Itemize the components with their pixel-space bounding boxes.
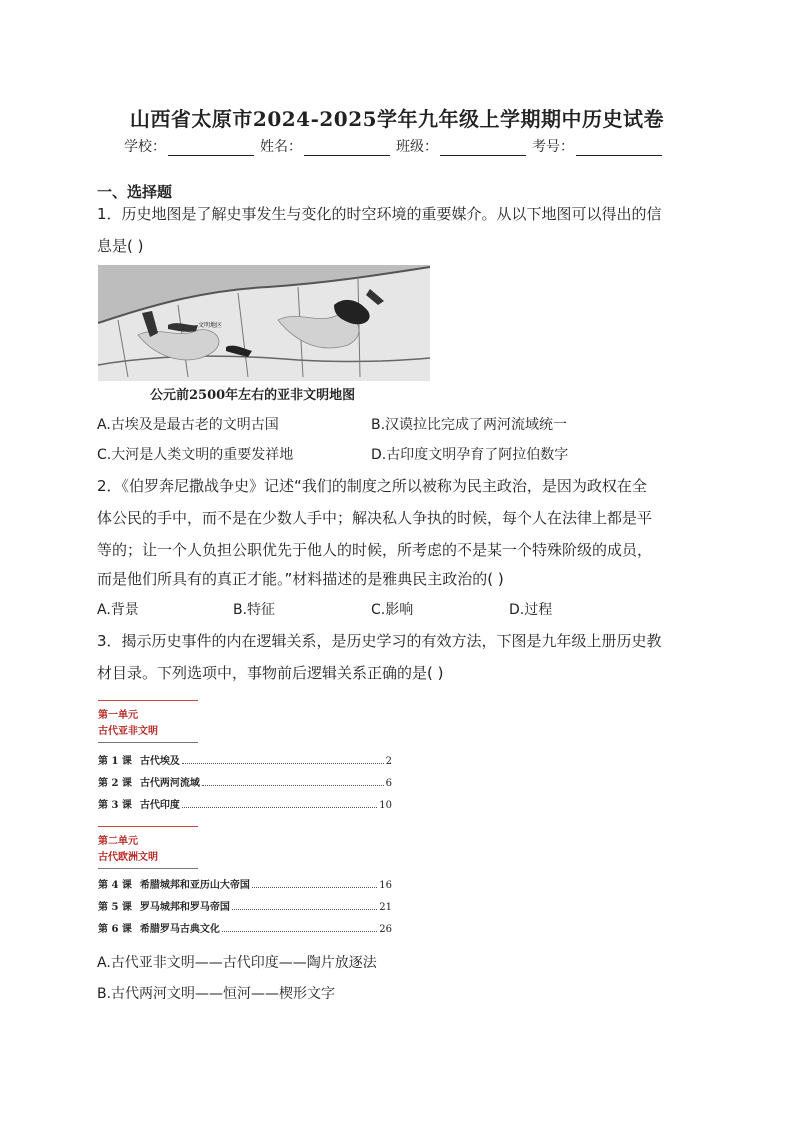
toc-lesson-name: 古代两河流域: [139, 778, 200, 789]
toc-lesson-name: 罗马城邦和罗马帝国: [139, 902, 230, 913]
q2-option-a[interactable]: A.背景: [97, 602, 139, 618]
toc-lesson: [98, 752, 392, 767]
toc-lesson-number: 第 5 课: [98, 902, 132, 913]
toc-lesson-number: 第 4 课: [98, 880, 132, 891]
toc-lesson-name: 希腊城邦和亚历山大帝国: [139, 880, 250, 891]
q1-stem-line1: 1．历史地图是了解史事发生与变化的时空环境的重要媒介。从以下地图可以得出的信: [97, 205, 662, 223]
student-info-row: [124, 136, 684, 156]
q1-option-a[interactable]: A.古埃及是最古老的文明古国: [97, 417, 279, 433]
svg-text:文明地区: 文明地区: [198, 322, 223, 329]
toc-lesson-page: 2: [385, 756, 392, 767]
toc-lesson-name: 古代埃及: [139, 756, 180, 767]
toc-lesson-page: 6: [385, 778, 392, 789]
name-label: 姓名：: [260, 139, 302, 155]
q1-option-d[interactable]: D.古印度文明孕育了阿拉伯数字: [371, 447, 569, 463]
exam-number-label: 考号：: [532, 139, 574, 155]
school-label: 学校：: [124, 139, 166, 155]
toc-divider: [98, 700, 198, 701]
q2-option-b[interactable]: B.特征: [233, 602, 276, 618]
toc-unit2-subtitle: 古代欧洲文明: [98, 852, 158, 863]
q3-option-a[interactable]: A.古代亚非文明——古代印度——陶片放逐法: [97, 955, 377, 971]
q2-option-c[interactable]: C.影响: [371, 602, 414, 618]
q1-stem-line2: 息是( ): [97, 237, 144, 255]
q3-stem-line1: 3．揭示历史事件的内在逻辑关系，是历史学习的有效方法，下图是九年级上册历史教: [97, 632, 662, 650]
q3-option-b[interactable]: B.古代两河文明——恒河——楔形文字: [97, 986, 336, 1002]
map-caption: 公元前2500年左右的亚非文明地图: [150, 388, 356, 403]
q2-stem-line1: 2．《伯罗奔尼撒战争史》记述“我们的制度之所以被称为民主政治，是因为政权在全: [97, 477, 647, 495]
section-heading: 一、选择题: [97, 183, 173, 201]
q1-option-c[interactable]: C.大河是人类文明的重要发祥地: [97, 447, 294, 463]
toc-lesson-page: 26: [379, 924, 392, 935]
toc-unit2-title: 第二单元: [98, 836, 138, 847]
q2-stem-line2: 体公民的手中，而不是在少数人手中；解决私人争执的时候，每个人在法律上都是平: [97, 509, 653, 527]
toc-leader-dots: [182, 807, 377, 808]
class-blank[interactable]: [440, 141, 526, 156]
q2-stem-line3: 等的；让一个人负担公职优先于他人的时候，所考虑的不是某一个特殊阶级的成员，: [97, 541, 653, 559]
q3-stem-line2: 材目录。下列选项中，事物前后逻辑关系正确的是( ): [97, 664, 444, 682]
toc-lesson: [98, 876, 392, 891]
toc-divider: [98, 742, 198, 743]
map-graphic: [98, 265, 430, 381]
toc-lesson-number: 第 1 课: [98, 756, 132, 767]
toc-leader-dots: [232, 909, 377, 910]
toc-unit1-title: 第一单元: [98, 710, 138, 721]
q2-option-d[interactable]: D.过程: [509, 602, 553, 618]
q2-stem-line4: 而是他们所具有的真正才能。”材料描述的是雅典民主政治的( ): [97, 570, 504, 588]
toc-lesson-name: 希腊罗马古典文化: [139, 924, 220, 935]
exam-number-blank[interactable]: [576, 141, 662, 156]
school-blank[interactable]: [168, 141, 254, 156]
name-blank[interactable]: [304, 141, 390, 156]
toc-lesson: [98, 796, 392, 811]
toc-lesson-name: 古代印度: [139, 800, 180, 811]
toc-unit1-subtitle: 古代亚非文明: [98, 726, 158, 737]
toc-lesson: [98, 898, 392, 913]
toc-leader-dots: [202, 785, 384, 786]
toc-leader-dots: [182, 763, 384, 764]
toc-lesson-page: 21: [379, 902, 392, 913]
q1-option-b[interactable]: B.汉谟拉比完成了两河流域统一: [371, 417, 568, 433]
toc-lesson: [98, 774, 392, 789]
toc-divider: [98, 868, 198, 869]
map-image: [98, 265, 430, 381]
toc-lesson-number: 第 6 课: [98, 924, 132, 935]
toc-lesson-number: 第 3 课: [98, 800, 132, 811]
page-title: 山西省太原市2024-2025学年九年级上学期期中历史试卷: [129, 107, 665, 131]
class-label: 班级：: [396, 139, 438, 155]
toc-lesson-number: 第 2 课: [98, 778, 132, 789]
toc-divider: [98, 826, 198, 827]
toc-lesson-page: 10: [379, 800, 392, 811]
toc-lesson-page: 16: [379, 880, 392, 891]
toc-lesson: [98, 920, 392, 935]
toc-leader-dots: [252, 887, 377, 888]
toc-leader-dots: [222, 931, 377, 932]
